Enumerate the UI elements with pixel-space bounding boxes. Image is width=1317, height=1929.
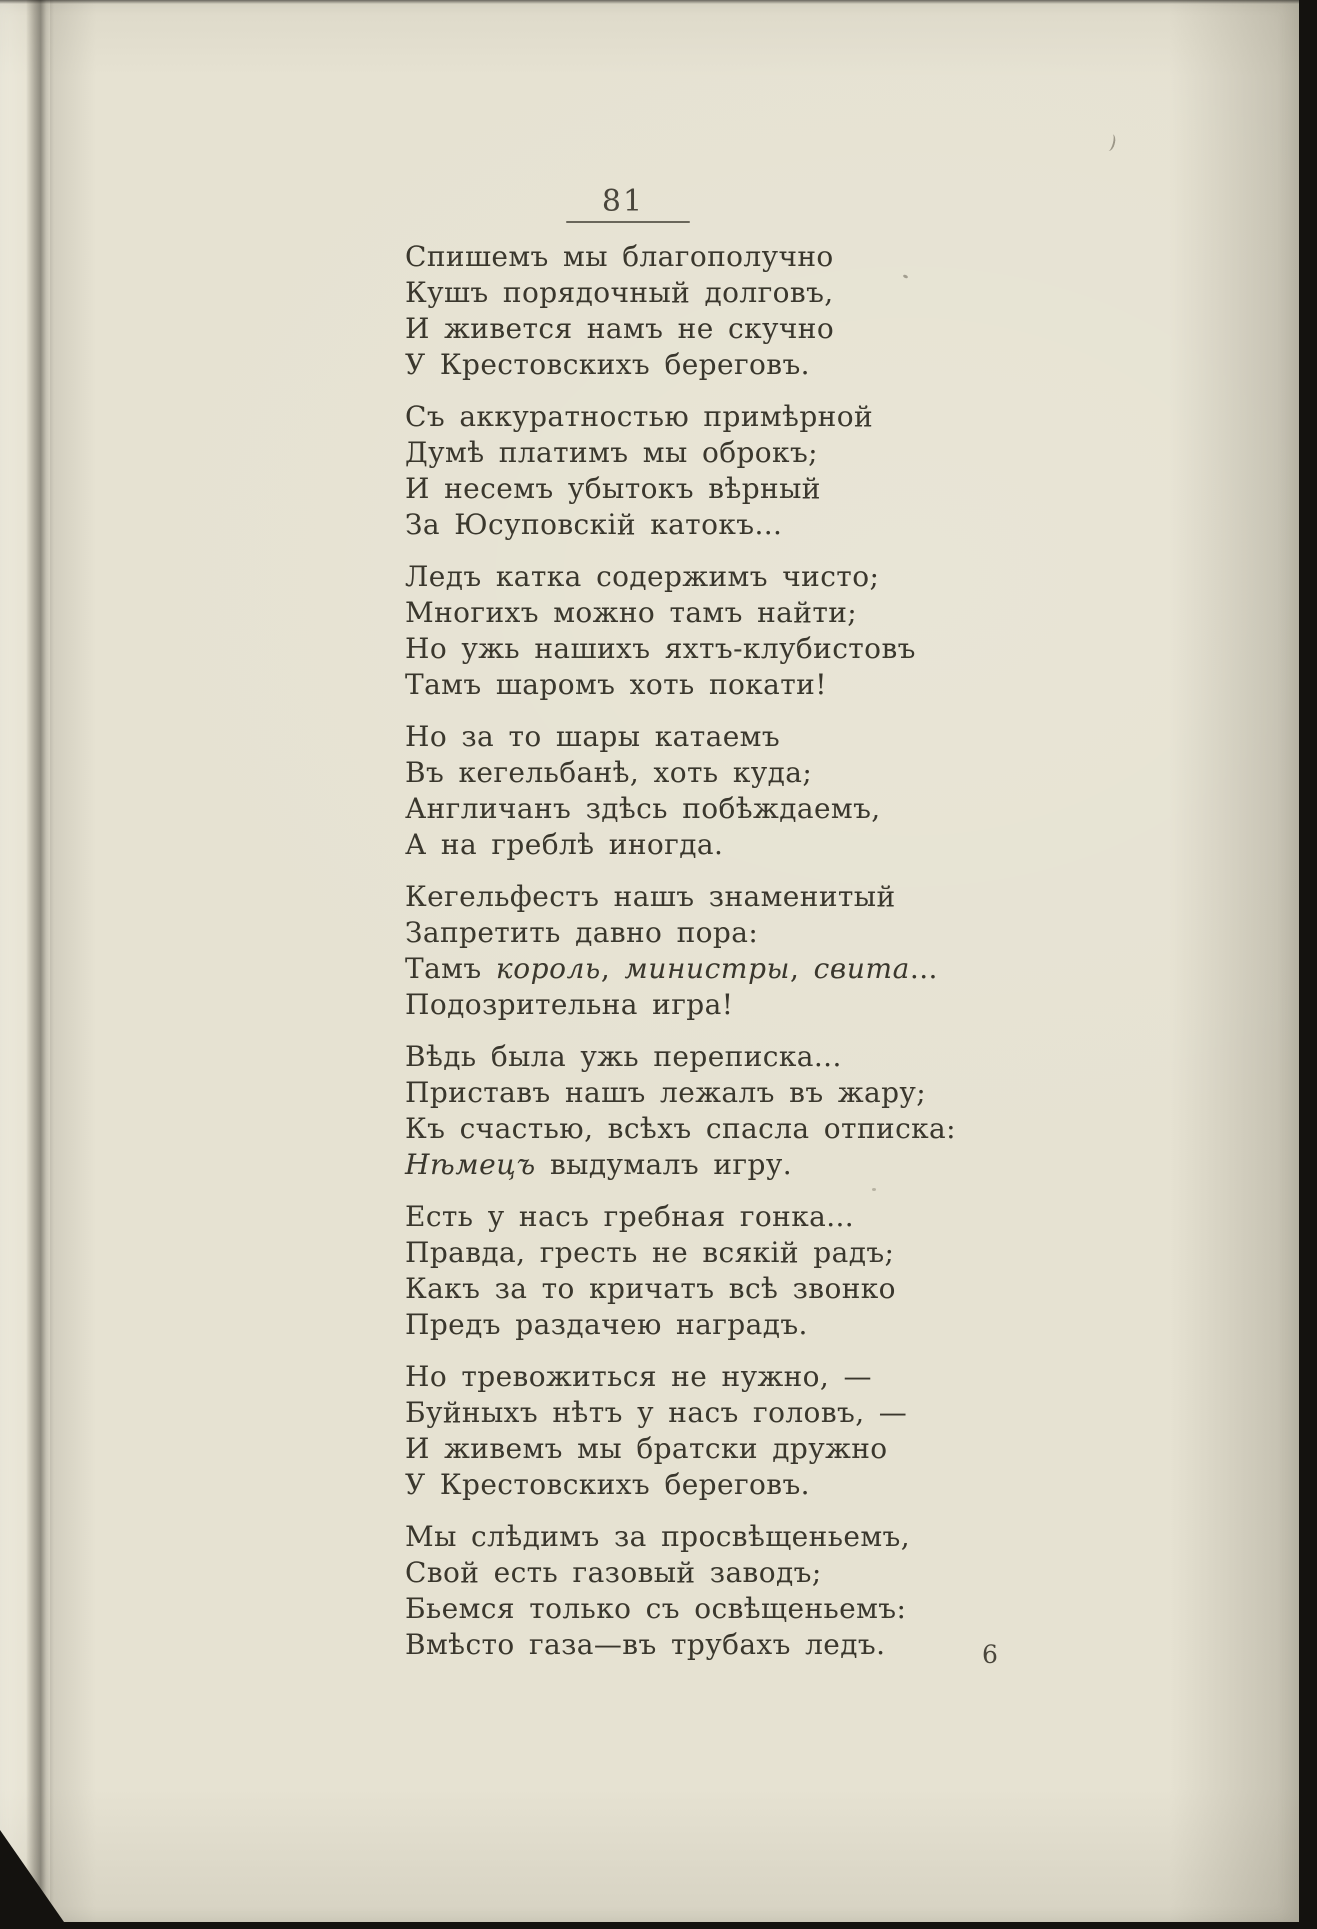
poem-line — [405, 951, 965, 987]
poem-line — [405, 1147, 965, 1183]
line-text: И живется намъ не скучно — [405, 312, 835, 345]
poem-line — [405, 595, 965, 631]
paper-speck — [872, 1188, 876, 1191]
poem-line — [405, 1111, 965, 1147]
line-text: Какъ за то кричатъ всѣ звонко — [405, 1272, 896, 1305]
poem-line — [405, 507, 965, 543]
line-text: Въ кегельбанѣ, хоть куда; — [405, 756, 813, 789]
line-text: Свой есть газовый заводъ; — [405, 1556, 822, 1589]
poem-line — [405, 275, 965, 311]
poem-line — [405, 1359, 965, 1395]
stanza — [405, 399, 965, 543]
poem-line — [405, 631, 965, 667]
poem-line — [405, 719, 965, 755]
line-text: Кегельфестъ нашъ знаменитый — [405, 880, 896, 913]
line-text: , — [600, 952, 625, 985]
line-text: ... — [909, 952, 938, 985]
poem-line — [405, 1271, 965, 1307]
line-text: За Юсуповскій катокъ... — [405, 508, 783, 541]
line-text: Вѣдь была ужь переписка... — [405, 1040, 842, 1073]
poem-line — [405, 1075, 965, 1111]
poem-line — [405, 239, 965, 275]
poem-line — [405, 559, 965, 595]
poem-line — [405, 827, 965, 863]
line-text: Запретить давно пора: — [405, 916, 759, 949]
stanza — [405, 719, 965, 863]
poem-line — [405, 879, 965, 915]
line-text: И живемъ мы братски дружно — [405, 1432, 888, 1465]
line-text: И несемъ убытокъ вѣрный — [405, 472, 821, 505]
scan-top-shadow — [0, 0, 1317, 4]
book-gutter-soft-shadow — [50, 0, 96, 1922]
poem-line — [405, 1591, 965, 1627]
poem-line — [405, 1627, 965, 1663]
line-text: У Крестовскихъ береговъ. — [405, 1468, 810, 1501]
poem-line — [405, 399, 965, 435]
line-text: Но тревожиться не нужно, — — [405, 1360, 872, 1393]
line-text: Съ аккуратностью примѣрной — [405, 400, 874, 433]
signature-mark: 6 — [982, 1640, 998, 1669]
line-text: Подозрительна игра! — [405, 988, 734, 1021]
stanza — [405, 1359, 965, 1503]
line-text: Но ужь нашихъ яхтъ-клубистовъ — [405, 632, 916, 665]
line-text: Тамъ шаромъ хоть покати! — [405, 668, 827, 701]
poem — [405, 239, 965, 1679]
line-text: Есть у насъ гребная гонка... — [405, 1200, 855, 1233]
page-edge-strip — [0, 0, 27, 1922]
poem-line — [405, 915, 965, 951]
poem-line — [405, 791, 965, 827]
poem-line — [405, 987, 965, 1023]
stanza — [405, 1199, 965, 1343]
stanza — [405, 879, 965, 1023]
poem-line — [405, 667, 965, 703]
poem-line — [405, 471, 965, 507]
line-text: Къ счастью, всѣхъ спасла отписка: — [405, 1112, 956, 1145]
poem-line — [405, 755, 965, 791]
poem-line — [405, 347, 965, 383]
line-text: Кушъ порядочный долговъ, — [405, 276, 834, 309]
poem-line — [405, 1431, 965, 1467]
stanza — [405, 1519, 965, 1663]
italic-emphasis: Нѣмецъ — [405, 1148, 536, 1181]
poem-line — [405, 435, 965, 471]
poem-line — [405, 1235, 965, 1271]
poem-line — [405, 1555, 965, 1591]
page-number-underline — [566, 221, 690, 223]
line-text: Ледъ катка содержимъ чисто; — [405, 560, 880, 593]
poem-line — [405, 1039, 965, 1075]
line-text: Думѣ платимъ мы оброкъ; — [405, 436, 819, 469]
line-text: А на греблѣ иногда. — [405, 828, 724, 861]
line-text: Спишемъ мы благополучно — [405, 240, 834, 273]
line-text: У Крестовскихъ береговъ. — [405, 348, 810, 381]
page-number: 81 — [601, 184, 645, 219]
line-text: Приставъ нашъ лежалъ въ жару; — [405, 1076, 927, 1109]
stanza — [405, 1039, 965, 1183]
line-text: Правда, гресть не всякій радъ; — [405, 1236, 895, 1269]
poem-line — [405, 1307, 965, 1343]
stanza — [405, 559, 965, 703]
stanza — [405, 239, 965, 383]
line-text: Но за то шары катаемъ — [405, 720, 781, 753]
line-text: Бьемся только съ освѣщеньемъ: — [405, 1592, 907, 1625]
poem-line — [405, 1467, 965, 1503]
line-text: выдумалъ игру. — [535, 1148, 792, 1181]
line-text: Буйныхъ нѣтъ у насъ головъ, — — [405, 1396, 908, 1429]
italic-emphasis: министры — [624, 952, 791, 985]
line-text: Вмѣсто газа—въ трубахъ ледъ. — [405, 1628, 886, 1661]
line-text: Многихъ можно тамъ найти; — [405, 596, 858, 629]
line-text: Мы слѣдимъ за просвѣщеньемъ, — [405, 1520, 911, 1553]
line-text: , — [790, 952, 814, 985]
ink-smudge — [1104, 133, 1117, 152]
line-text: Англичанъ здѣсь побѣждаемъ, — [405, 792, 881, 825]
poem-line — [405, 1199, 965, 1235]
italic-emphasis: свита — [813, 952, 910, 985]
poem-line — [405, 1519, 965, 1555]
line-text: Тамъ — [405, 952, 496, 985]
line-text: Предъ раздачею наградъ. — [405, 1308, 808, 1341]
italic-emphasis: король — [495, 952, 601, 985]
poem-line — [405, 311, 965, 347]
poem-line — [405, 1395, 965, 1431]
